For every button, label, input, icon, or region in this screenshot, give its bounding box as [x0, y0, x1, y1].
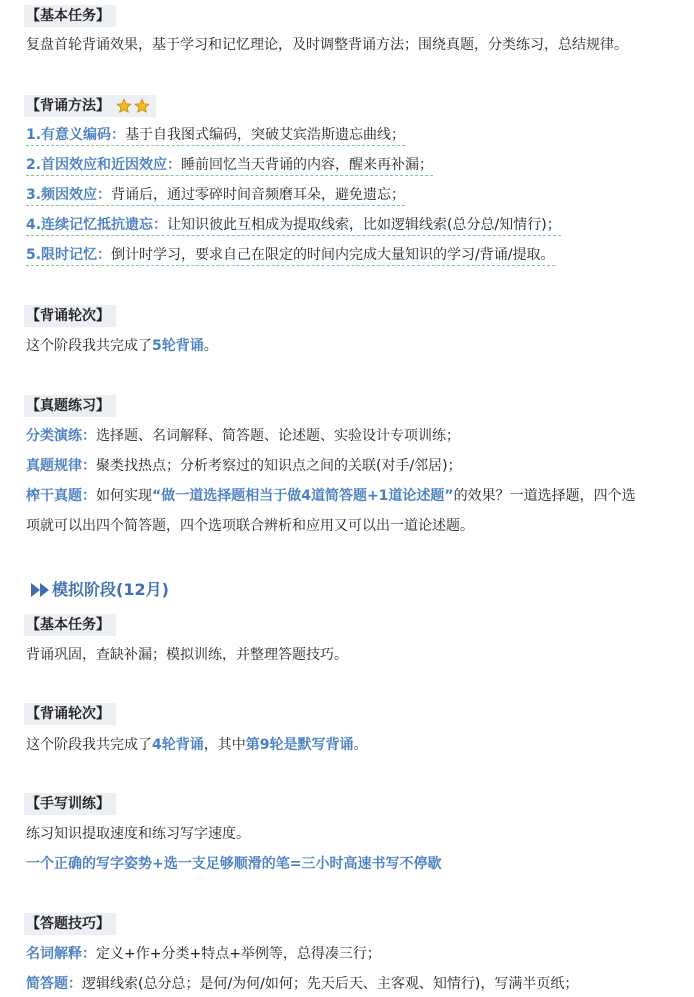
section-tag-methods [24, 95, 156, 117]
rounds-2-text [26, 735, 368, 755]
rounds-2-highlight-2: 第9轮是默写背诵 [245, 737, 354, 753]
practice-label-3: 榨干真题： [26, 488, 96, 504]
practice-text-3-pre: 如何实现 [96, 488, 152, 504]
method-item-2 [26, 155, 433, 175]
method-label-2: 2.首因效应和近因效应： [26, 157, 182, 173]
method-label-3: 3.频因效应： [26, 187, 112, 203]
rounds-text-post: 。 [203, 338, 218, 354]
method-label-5: 5.限时记忆： [26, 247, 112, 263]
rounds-2-post: 。 [353, 737, 368, 753]
method-item-1 [26, 125, 405, 145]
method-text-2: 睡前回忆当天背诵的内容，醒来再补漏； [181, 157, 434, 173]
method-text-5: 倒计时学习，要求自己在限定的时间内完成大量知识的学习/背诵/提取。 [111, 247, 555, 263]
section-tag-rounds: 【背诵轮次】 [24, 305, 116, 327]
rounds-text-pre: 这个阶段我共完成了 [26, 338, 152, 354]
double-arrow-icon [30, 582, 52, 598]
practice-label-1: 分类演练： [26, 428, 96, 444]
method-item-5 [26, 245, 555, 265]
rounds-2-mid: ，其中 [203, 737, 246, 753]
section-tag-basic-task-2: 【基本任务】 [24, 614, 116, 636]
method-label-1: 1.有意义编码： [26, 127, 126, 143]
method-text-1: 基于自我图式编码，突破艾宾浩斯遗忘曲线； [125, 127, 406, 143]
rounds-2-pre: 这个阶段我共完成了 [26, 737, 152, 753]
star-rating [116, 98, 150, 114]
rounds-highlight: 5轮背诵 [152, 338, 204, 354]
practice-label-2: 真题规律： [26, 458, 96, 474]
skills-text-1: 定义+作+分类+特点+举例等，总得凑三行； [96, 946, 381, 962]
star-icon [116, 98, 132, 114]
practice-highlight: “做一道选择题相当于做4道简答题+1道论述题” [152, 488, 454, 504]
method-label-4: 4.连续记忆抵抗遗忘： [26, 217, 168, 233]
skills-label-1: 名词解释： [26, 946, 96, 962]
practice-line-2 [26, 456, 462, 476]
practice-text-2: 聚类找热点；分析考察过的知识点之间的关联(对手/邻居)； [96, 458, 462, 474]
handwriting-text: 练习知识提取速度和练习写字速度。 [26, 826, 250, 842]
methods-tag-label: 【背诵方法】 [26, 98, 110, 114]
method-text-3: 背诵后，通过零碎时间音频磨耳朵，避免遗忘； [111, 187, 406, 203]
handwriting-highlight: 一个正确的写字姿势+选一支足够顺滑的笔=三小时高速书写不停歇 [26, 856, 442, 872]
method-item-4 [26, 215, 561, 235]
practice-line-4: 项就可以出四个简答题，四个选项联合辨析和应用又可以出一道论述题。 [26, 518, 474, 534]
skills-line-1 [26, 944, 381, 964]
method-text-4: 让知识彼此互相成为提取线索，比如逻辑线索(总分总/知情行)； [167, 217, 561, 233]
rounds-text [26, 336, 218, 356]
section-tag-skills: 【答题技巧】 [24, 913, 116, 935]
basic-task-2-text: 背诵巩固，查缺补漏；模拟训练，并整理答题技巧。 [26, 647, 348, 663]
practice-text-1: 选择题、名词解释、简答题、论述题、实验设计专项训练； [96, 428, 460, 444]
rounds-2-highlight-1: 4轮背诵 [152, 737, 204, 753]
practice-line-1 [26, 426, 460, 446]
skills-text-2: 逻辑线索(总分总；是何/为何/如何；先天后天、主客观、知情行)，写满半页纸； [82, 976, 579, 992]
method-item-3 [26, 185, 405, 205]
practice-line-3 [26, 486, 636, 506]
skills-label-2: 简答题： [26, 976, 82, 992]
stage-title: 模拟阶段(12月) [52, 580, 169, 599]
section-tag-rounds-2: 【背诵轮次】 [24, 703, 116, 725]
section-tag-basic-task: 【基本任务】 [24, 5, 116, 27]
section-tag-practice: 【真题练习】 [24, 395, 116, 417]
section-tag-handwriting: 【手写训练】 [24, 793, 116, 815]
skills-line-2 [26, 974, 578, 994]
practice-text-3-post: 的效果？一道选择题，四个选 [453, 488, 636, 504]
star-icon [134, 98, 150, 114]
basic-task-text: 复盘首轮背诵效果，基于学习和记忆理论，及时调整背诵方法；围绕真题，分类练习，总结规律。 [26, 37, 628, 53]
stage-heading [30, 578, 169, 602]
